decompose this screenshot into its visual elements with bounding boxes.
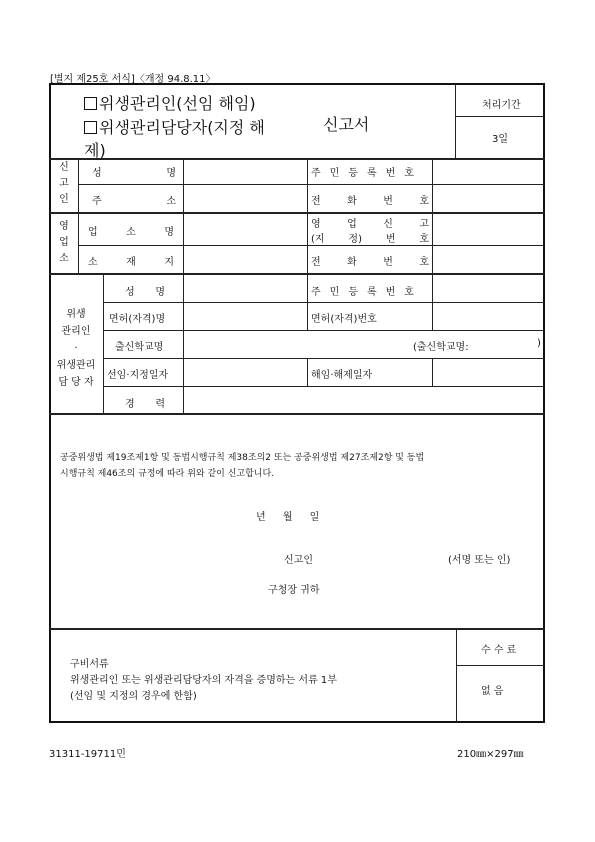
processing-divider bbox=[455, 84, 456, 158]
school-hint: (출신학교명: bbox=[413, 342, 469, 353]
label-report-no-2: (지 정) 번 호 bbox=[311, 234, 429, 245]
form-number: [별지 제25호 서식]〈개정 94.8.11〉 bbox=[50, 74, 216, 85]
docs-line2: (선임 및 지정의 경우에 한함) bbox=[70, 691, 197, 702]
label-phone: 전 화 번 호 bbox=[311, 196, 429, 207]
label-license-name: 면허(자격)명 bbox=[109, 314, 166, 325]
label-address: 주 소 bbox=[92, 196, 176, 207]
docs-heading: 구비서류 bbox=[70, 659, 109, 670]
signer-label: 신고인 bbox=[284, 555, 313, 566]
footer-code: 31311-19711민 bbox=[49, 749, 126, 760]
appoint-date-field[interactable] bbox=[186, 361, 304, 383]
section-reporter: 신 고 인 bbox=[59, 162, 69, 205]
label-report-no-1: 영 업 신 고 bbox=[311, 219, 429, 230]
label-career: 경 력 bbox=[125, 399, 165, 410]
label-location: 소 재 지 bbox=[88, 257, 174, 268]
biz-phone-field[interactable] bbox=[435, 249, 541, 269]
label-biz-name: 업 소 명 bbox=[88, 227, 174, 238]
rrn-field[interactable] bbox=[435, 161, 541, 181]
signer-field[interactable] bbox=[330, 546, 440, 566]
title-line1: 위생관리인(선임 해임) bbox=[84, 91, 256, 114]
label-biz-phone: 전 화 번 호 bbox=[311, 257, 429, 268]
address-field[interactable] bbox=[186, 188, 304, 208]
license-no-field[interactable] bbox=[435, 305, 541, 327]
title-suffix: 신고서 bbox=[323, 115, 370, 134]
mgr-name-field[interactable] bbox=[186, 277, 304, 299]
title-line2: 위생관리담당자(지정 해 bbox=[84, 115, 265, 138]
docs-line1: 위생관리인 또는 위생관리담당자의 자격을 증명하는 서류 1부 bbox=[70, 675, 337, 686]
phone-field[interactable] bbox=[435, 188, 541, 208]
fee-label: 수 수 료 bbox=[481, 645, 517, 656]
license-name-field[interactable] bbox=[186, 305, 304, 327]
fee-value: 없 음 bbox=[481, 686, 504, 697]
header-divider bbox=[49, 158, 545, 160]
statement-line1: 공중위생법 제19조제1항 및 동법시행규칙 제38조의2 또는 공중위생법 제27조제2항 및 동법 bbox=[60, 453, 425, 463]
checkbox-icon bbox=[84, 97, 97, 110]
name-field[interactable] bbox=[186, 161, 304, 181]
section-manager: 위생 관리인 · 위생관리 담 당 자 bbox=[56, 309, 96, 388]
label-mgr-name: 성 명 bbox=[125, 287, 165, 298]
label-school: 출신학교명 bbox=[115, 342, 164, 353]
report-no-field[interactable] bbox=[435, 216, 541, 242]
processing-value: 3일 bbox=[492, 134, 509, 145]
processing-label: 처리기간 bbox=[482, 100, 521, 111]
career-field[interactable] bbox=[186, 389, 541, 411]
label-appoint-date: 선임·지정일자 bbox=[107, 370, 169, 381]
label-mgr-rrn: 주민등록번호 bbox=[311, 287, 423, 298]
checkbox-icon bbox=[84, 121, 97, 134]
sign-hint: (서명 또는 인) bbox=[448, 555, 511, 566]
report-date: 년 월 일 bbox=[256, 512, 320, 523]
footer-size: 210㎜×297㎜ bbox=[457, 749, 524, 760]
label-rrn: 주민등록번호 bbox=[311, 168, 423, 179]
biz-name-field[interactable] bbox=[186, 216, 304, 242]
label-dismiss-date: 해임·해제일자 bbox=[311, 370, 373, 381]
label-name: 성 명 bbox=[92, 168, 176, 179]
label-license-no: 면허(자격)번호 bbox=[311, 314, 377, 325]
section-business: 영 업 소 bbox=[59, 221, 69, 264]
location-field[interactable] bbox=[186, 249, 304, 269]
statement-line2: 시행규칙 제46조의 규정에 따라 위와 같이 신고합니다. bbox=[60, 469, 275, 479]
addressee: 구청장 귀하 bbox=[268, 585, 320, 596]
school-hint-close: ) bbox=[537, 338, 541, 349]
mgr-rrn-field[interactable] bbox=[435, 277, 541, 299]
title-line3: 제) bbox=[84, 141, 106, 160]
school-field[interactable] bbox=[186, 333, 406, 355]
dismiss-date-field[interactable] bbox=[435, 361, 541, 383]
